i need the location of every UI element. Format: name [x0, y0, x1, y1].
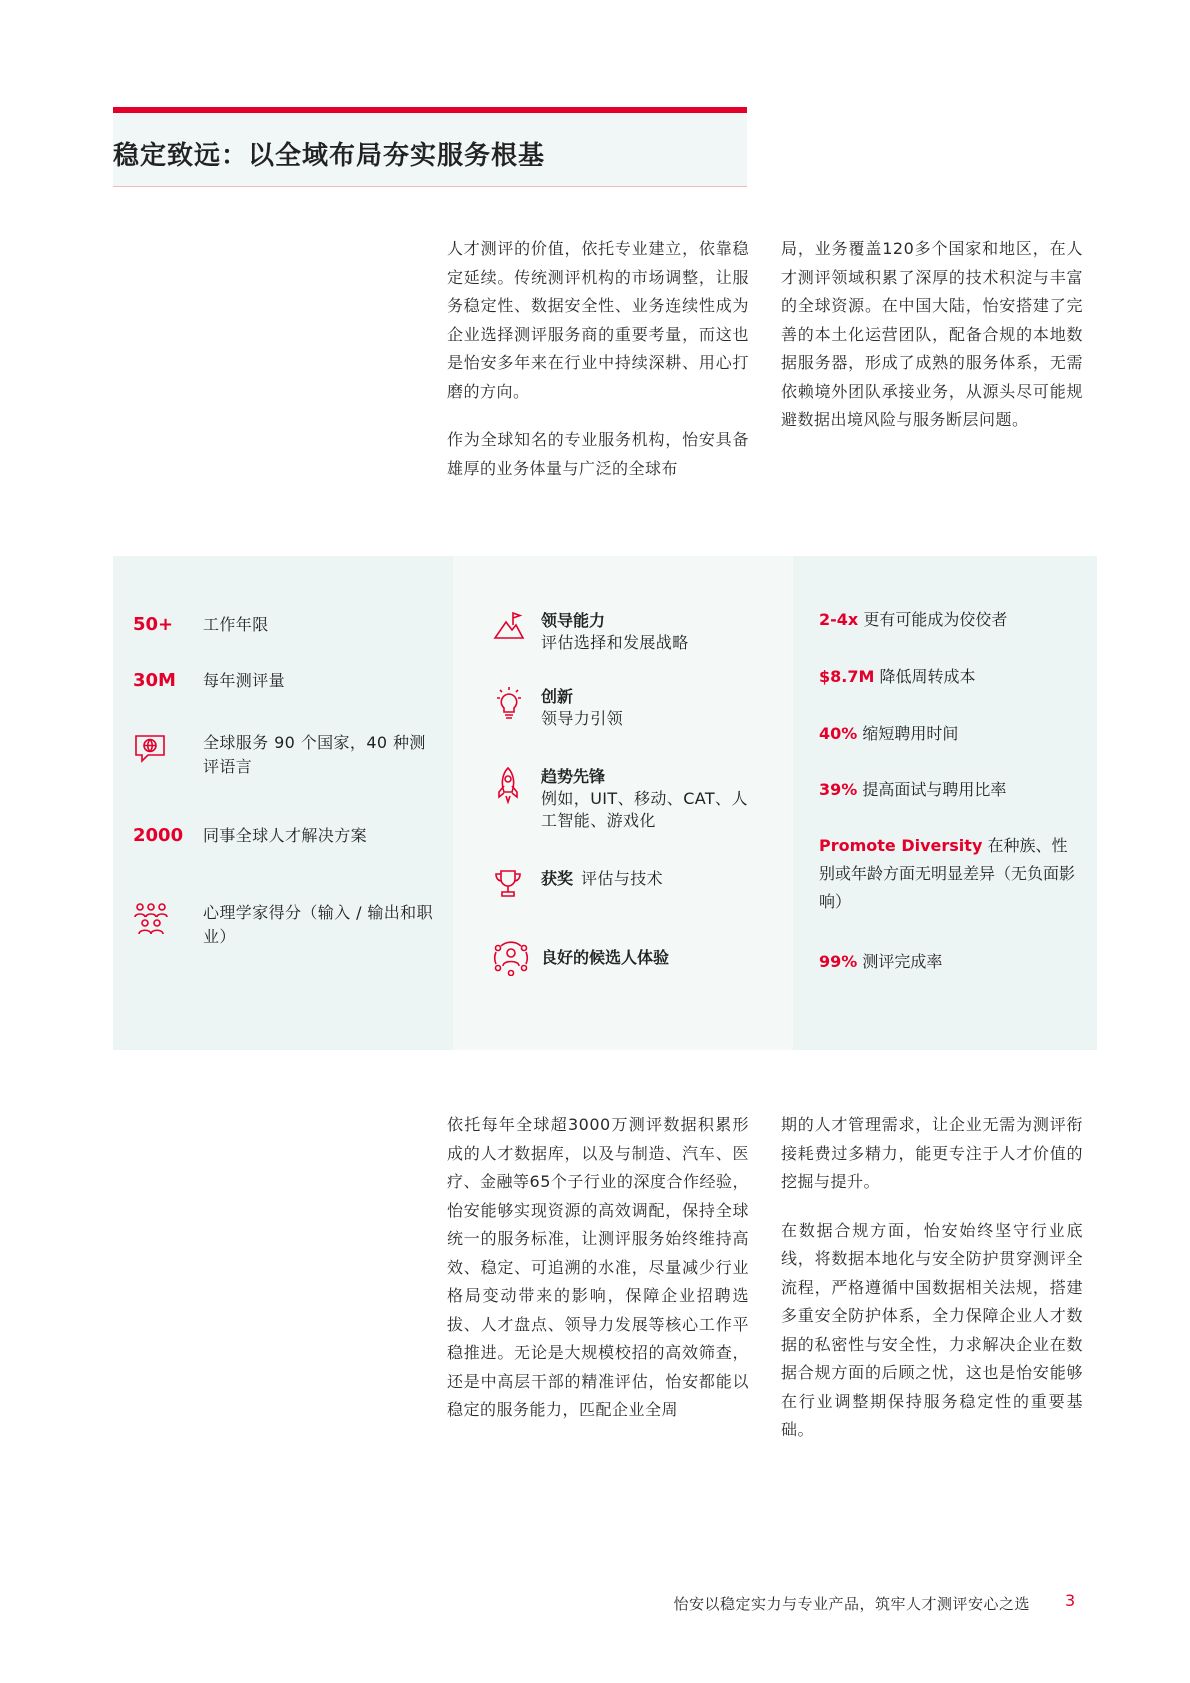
feature-title: 良好的候选人体验 — [541, 948, 670, 967]
trophy-icon — [493, 868, 541, 900]
feature-desc: 例如，UIT、移动、CAT、人工智能、游戏化 — [541, 789, 748, 830]
outcome-row — [819, 832, 1083, 916]
stat-label: 同事全球人才解决方案 — [203, 826, 368, 845]
stats-column-facts — [113, 556, 453, 1050]
paragraph: 人才测评的价值，依托专业建立，依靠稳定延续。传统测评机构的市场调整，让服务稳定性、数据安全性、业务连续性成为企业选择测评服务商的重要考量，而这也是怡安多年来在行业中持续深耕、用心打磨的方向。 — [447, 239, 749, 401]
outcome-text: 缩短聘用时间 — [862, 724, 959, 743]
feature-title: 获奖 — [541, 869, 574, 888]
feature-desc: 评估与技术 — [581, 869, 664, 888]
globe-chat-icon — [133, 731, 203, 765]
outcome-row — [819, 720, 1083, 748]
outcome-value: 40% — [819, 724, 858, 743]
stat-label: 全球服务 90 个国家，40 种测评语言 — [203, 733, 426, 776]
outcome-text: 更有可能成为佼佼者 — [863, 610, 1008, 629]
feature-row — [493, 766, 761, 832]
outcome-text: 测评完成率 — [862, 952, 943, 971]
stats-column-features — [453, 556, 793, 1050]
lightbulb-icon — [493, 686, 541, 720]
outcome-text: 降低周转成本 — [879, 667, 976, 686]
page-number: 3 — [1065, 1591, 1076, 1610]
stat-row — [133, 901, 433, 949]
feature-title: 创新 — [541, 687, 574, 706]
footer-caption: 怡安以稳定实力与专业产品，筑牢人才测评安心之选 — [673, 1595, 1030, 1613]
feature-desc: 领导力引领 — [541, 709, 624, 728]
body-column-left — [447, 1111, 749, 1445]
outcome-text: 在种族、性别或年龄方面无明显差异（无负面影响） — [819, 836, 1076, 911]
stat-row — [133, 613, 269, 637]
section-title: 稳定致远：以全域布局夯实服务根基 — [113, 141, 546, 171]
stat-label: 每年测评量 — [203, 671, 286, 690]
outcome-value: 2-4x — [819, 610, 859, 629]
section-header — [113, 107, 747, 187]
paragraph: 在数据合规方面，怡安始终坚守行业底线，将数据本地化与安全防护贯穿测评全流程，严格遵循中国数据相关法规，搭建多重安全防护体系，全力保障企业人才数据的私密性与安全性，力求解决企业在数据合规方面的后顾之忧，这也是怡安能够在行业调整期保持服务稳定性的重要基础。 — [781, 1220, 1083, 1439]
feature-desc: 评估选择和发展战略 — [541, 633, 689, 652]
mountain-flag-icon — [493, 610, 541, 642]
paragraph: 局，业务覆盖120多个国家和地区，在人才测评领域积累了深厚的技术积淀与丰富的全球资源。在中国大陆，怡安搭建了完善的本土化运营团队，配备合规的本地数据服务器，形成了成熟的服务体系，无需依赖境外团队承接业务，从源头尽可能规避数据出境风险与服务断层问题。 — [781, 239, 1083, 429]
stat-label: 心理学家得分（输入 / 输出和职业） — [203, 903, 433, 946]
feature-title: 领导能力 — [541, 611, 606, 630]
feature-title: 趋势先锋 — [541, 767, 606, 786]
outcome-text: 提高面试与聘用比率 — [862, 780, 1007, 799]
stat-row — [133, 731, 433, 779]
people-group-icon — [133, 901, 203, 937]
stats-band — [113, 556, 1097, 1050]
feature-row — [493, 610, 689, 654]
stat-label: 工作年限 — [203, 615, 269, 634]
stat-value: 30M — [133, 670, 176, 691]
candidate-network-icon — [493, 940, 541, 976]
paragraph: 作为全球知名的专业服务机构，怡安具备雄厚的业务体量与广泛的全球布 — [447, 430, 749, 478]
outcome-value: $8.7M — [819, 667, 875, 686]
paragraph: 依托每年全球超3000万测评数据积累形成的人才数据库，以及与制造、汽车、医疗、金融等65个子行业的深度合作经验，怡安能够实现资源的高效调配，保持全球统一的服务标准，让测评服务始终维持高效、稳定、可追溯的水准，尽量减少行业格局变动带来的影响，保障企业招聘选拔、人才盘点、领导力发展等核心工作平稳推进。无论是大规模校招的高效筛查，还是中高层干部的精准评估，怡安都能以稳定的服务能力，匹配企业全周 — [447, 1115, 749, 1419]
stat-row — [133, 669, 285, 693]
stat-value: 2000 — [133, 825, 184, 846]
intro-column-left — [447, 235, 749, 503]
stat-value: 50+ — [133, 614, 174, 635]
feature-row — [493, 940, 669, 976]
outcome-row — [819, 776, 1083, 804]
stats-column-outcomes — [793, 556, 1097, 1050]
feature-row — [493, 868, 663, 900]
outcome-value: Promote Diversity — [819, 836, 983, 855]
feature-row — [493, 686, 623, 730]
outcome-row — [819, 948, 1083, 976]
outcome-value: 39% — [819, 780, 858, 799]
intro-column-right — [781, 235, 1083, 455]
stat-row — [133, 824, 367, 848]
paragraph: 期的人才管理需求，让企业无需为测评衔接耗费过多精力，能更专注于人才价值的挖掘与提升。 — [781, 1115, 1083, 1191]
outcome-row — [819, 663, 1083, 691]
outcome-row — [819, 606, 1083, 634]
rocket-icon — [493, 766, 541, 806]
outcome-value: 99% — [819, 952, 858, 971]
body-column-right — [781, 1111, 1083, 1465]
